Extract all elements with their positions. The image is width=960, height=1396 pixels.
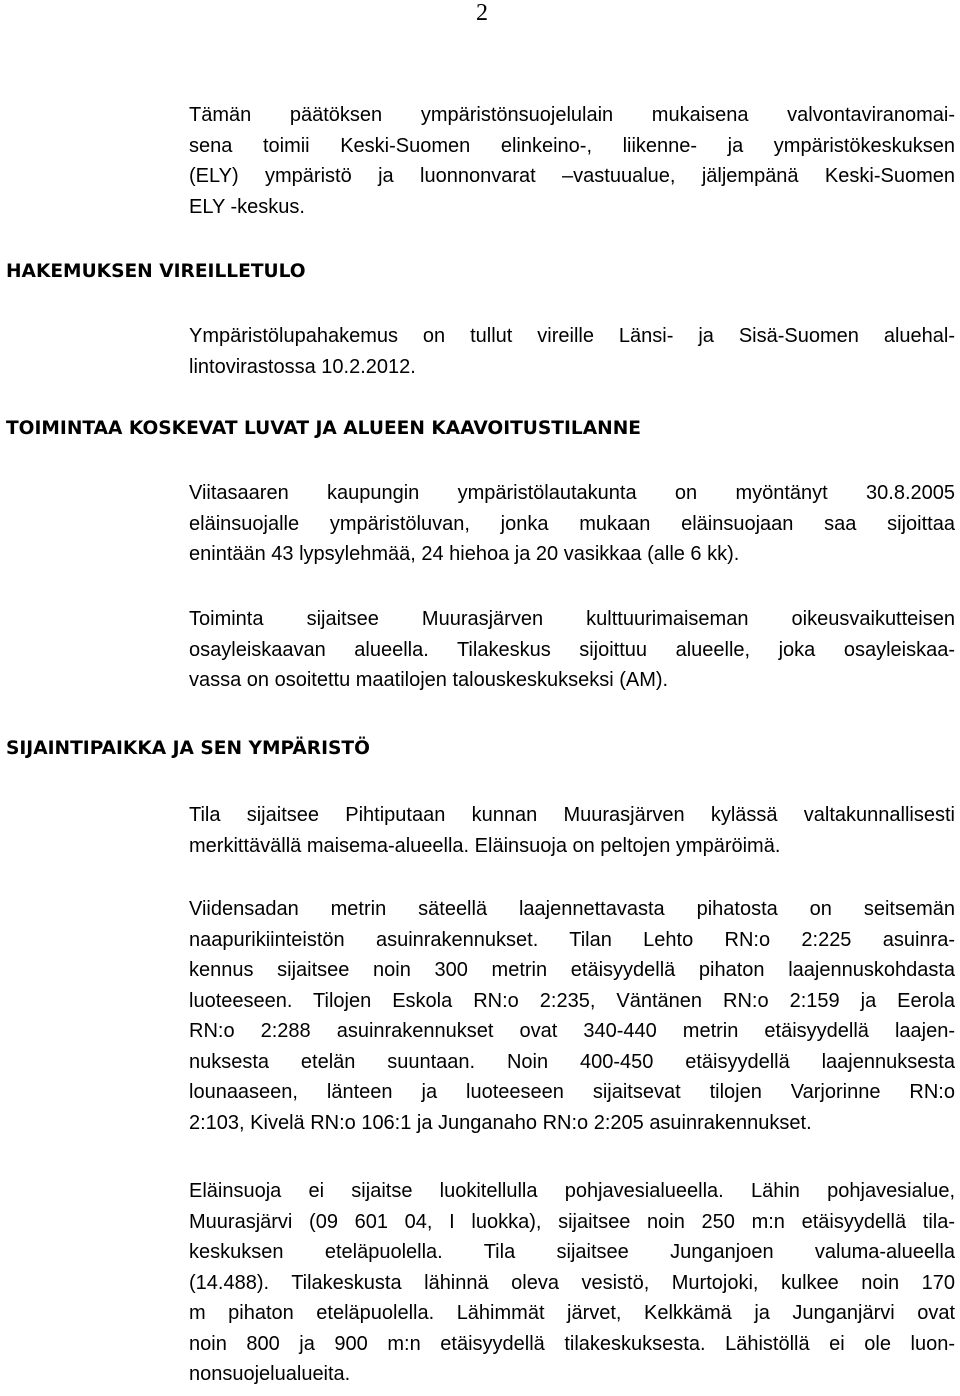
text-line: (ELY) ympäristö ja luonnonvarat –vastuualue, jäljempänä Keski-Suomen [189,165,955,187]
text-line: kennus sijaitsee noin 300 metrin etäisyydellä pihaton laajennuskohdasta [189,959,955,981]
text-line: Toiminta sijaitsee Muurasjärven kulttuurimaiseman oikeusvaikutteisen [189,608,955,630]
text-line: Ympäristölupahakemus on tullut vireille Länsi- ja Sisä-Suomen aluehal- [189,325,955,347]
text-line: enintään 43 lypsylehmää, 24 hiehoa ja 20 vasikkaa (alle 6 kk). [189,543,740,565]
intro-paragraph [189,100,955,222]
text-line: sena toimii Keski-Suomen elinkeino-, liikenne- ja ympäristökeskuksen [189,134,955,157]
text-line: Tila sijaitsee Pihtiputaan kunnan Muurasjärven kylässä valtakunnallisesti [189,804,955,826]
section-paragraph [189,894,955,1138]
text-line: eläinsuojalle ympäristöluvan, jonka mukaan eläinsuojaan saa sijoittaa [189,512,955,535]
text-line: naapurikiinteistön asuinrakennukset. Tilan Lehto RN:o 2:225 asuinra- [189,928,955,951]
text-line: m pihaton eteläpuolella. Lähimmät järvet, Kelkkämä ja Junganjärvi ovat [189,1302,955,1324]
text-line: lounaaseen, länteen ja luoteeseen sijaitsevat tilojen Varjorinne RN:o [189,1081,955,1103]
text-line: (14.488). Tilakeskusta lähinnä oleva vesistö, Murtojoki, kulkee noin 170 [189,1271,955,1294]
text-line: ELY -keskus. [189,195,305,218]
text-line: osayleiskaavan alueella. Tilakeskus sijoittuu alueelle, joka osayleiskaa- [189,638,955,661]
text-line: RN:o 2:288 asuinrakennukset ovat 340-440 metrin etäisyydellä laajen- [189,1020,955,1042]
text-line: lintovirastossa 10.2.2012. [189,355,416,378]
section-paragraph [189,800,955,861]
text-line: nuksesta etelän suuntaan. Noin 400-450 etäisyydellä laajennuksesta [189,1050,955,1073]
section-paragraph [189,604,955,696]
text-line: Viitasaaren kaupungin ympäristölautakunta on myöntänyt 30.8.2005 [189,482,955,504]
text-line: Viidensadan metrin säteellä laajennettavasta pihatosta on seitsemän [189,898,955,920]
text-line: 2:103, Kivelä RN:o 106:1 ja Junganaho RN:o 2:205 asuinrakennukset. [189,1111,812,1134]
text-line: noin 800 ja 900 m:n etäisyydellä tilakeskuksesta. Lähistöllä ei ole luon- [189,1332,955,1355]
section-heading-sijaintipaikka: SIJAINTIPAIKKA JA SEN YMPÄRISTÖ [6,738,370,759]
section-paragraph [189,1176,955,1390]
text-line: keskuksen eteläpuolella. Tila sijaitsee Junganjoen valuma-alueella [189,1241,955,1263]
section-heading-toimintaa-koskevat-luvat: TOIMINTAA KOSKEVAT LUVAT JA ALUEEN KAAVOITUSTILANNE [6,418,641,439]
text-line: merkittävällä maisema-alueella. Eläinsuoja on peltojen ympäröimä. [189,834,781,857]
text-line: vassa on osoitettu maatilojen talouskeskukseksi (AM). [189,669,669,691]
text-line: nonsuojelualueita. [189,1363,351,1385]
text-line: Tämän päätöksen ympäristönsuojelulain mukaisena valvontaviranomai- [189,104,955,126]
section-paragraph [189,478,955,570]
text-line: Muurasjärvi (09 601 04, I luokka), sijaitsee noin 250 m:n etäisyydellä tila- [189,1210,955,1233]
text-line: Eläinsuoja ei sijaitse luokitellulla pohjavesialueella. Lähin pohjavesialue, [189,1180,955,1202]
section-heading-hakemuksen-vireilletulo: HAKEMUKSEN VIREILLETULO [6,261,306,282]
section-paragraph [189,321,955,382]
text-line: luoteeseen. Tilojen Eskola RN:o 2:235, Väntänen RN:o 2:159 ja Eerola [189,989,955,1012]
page-number: 2 [476,0,488,26]
